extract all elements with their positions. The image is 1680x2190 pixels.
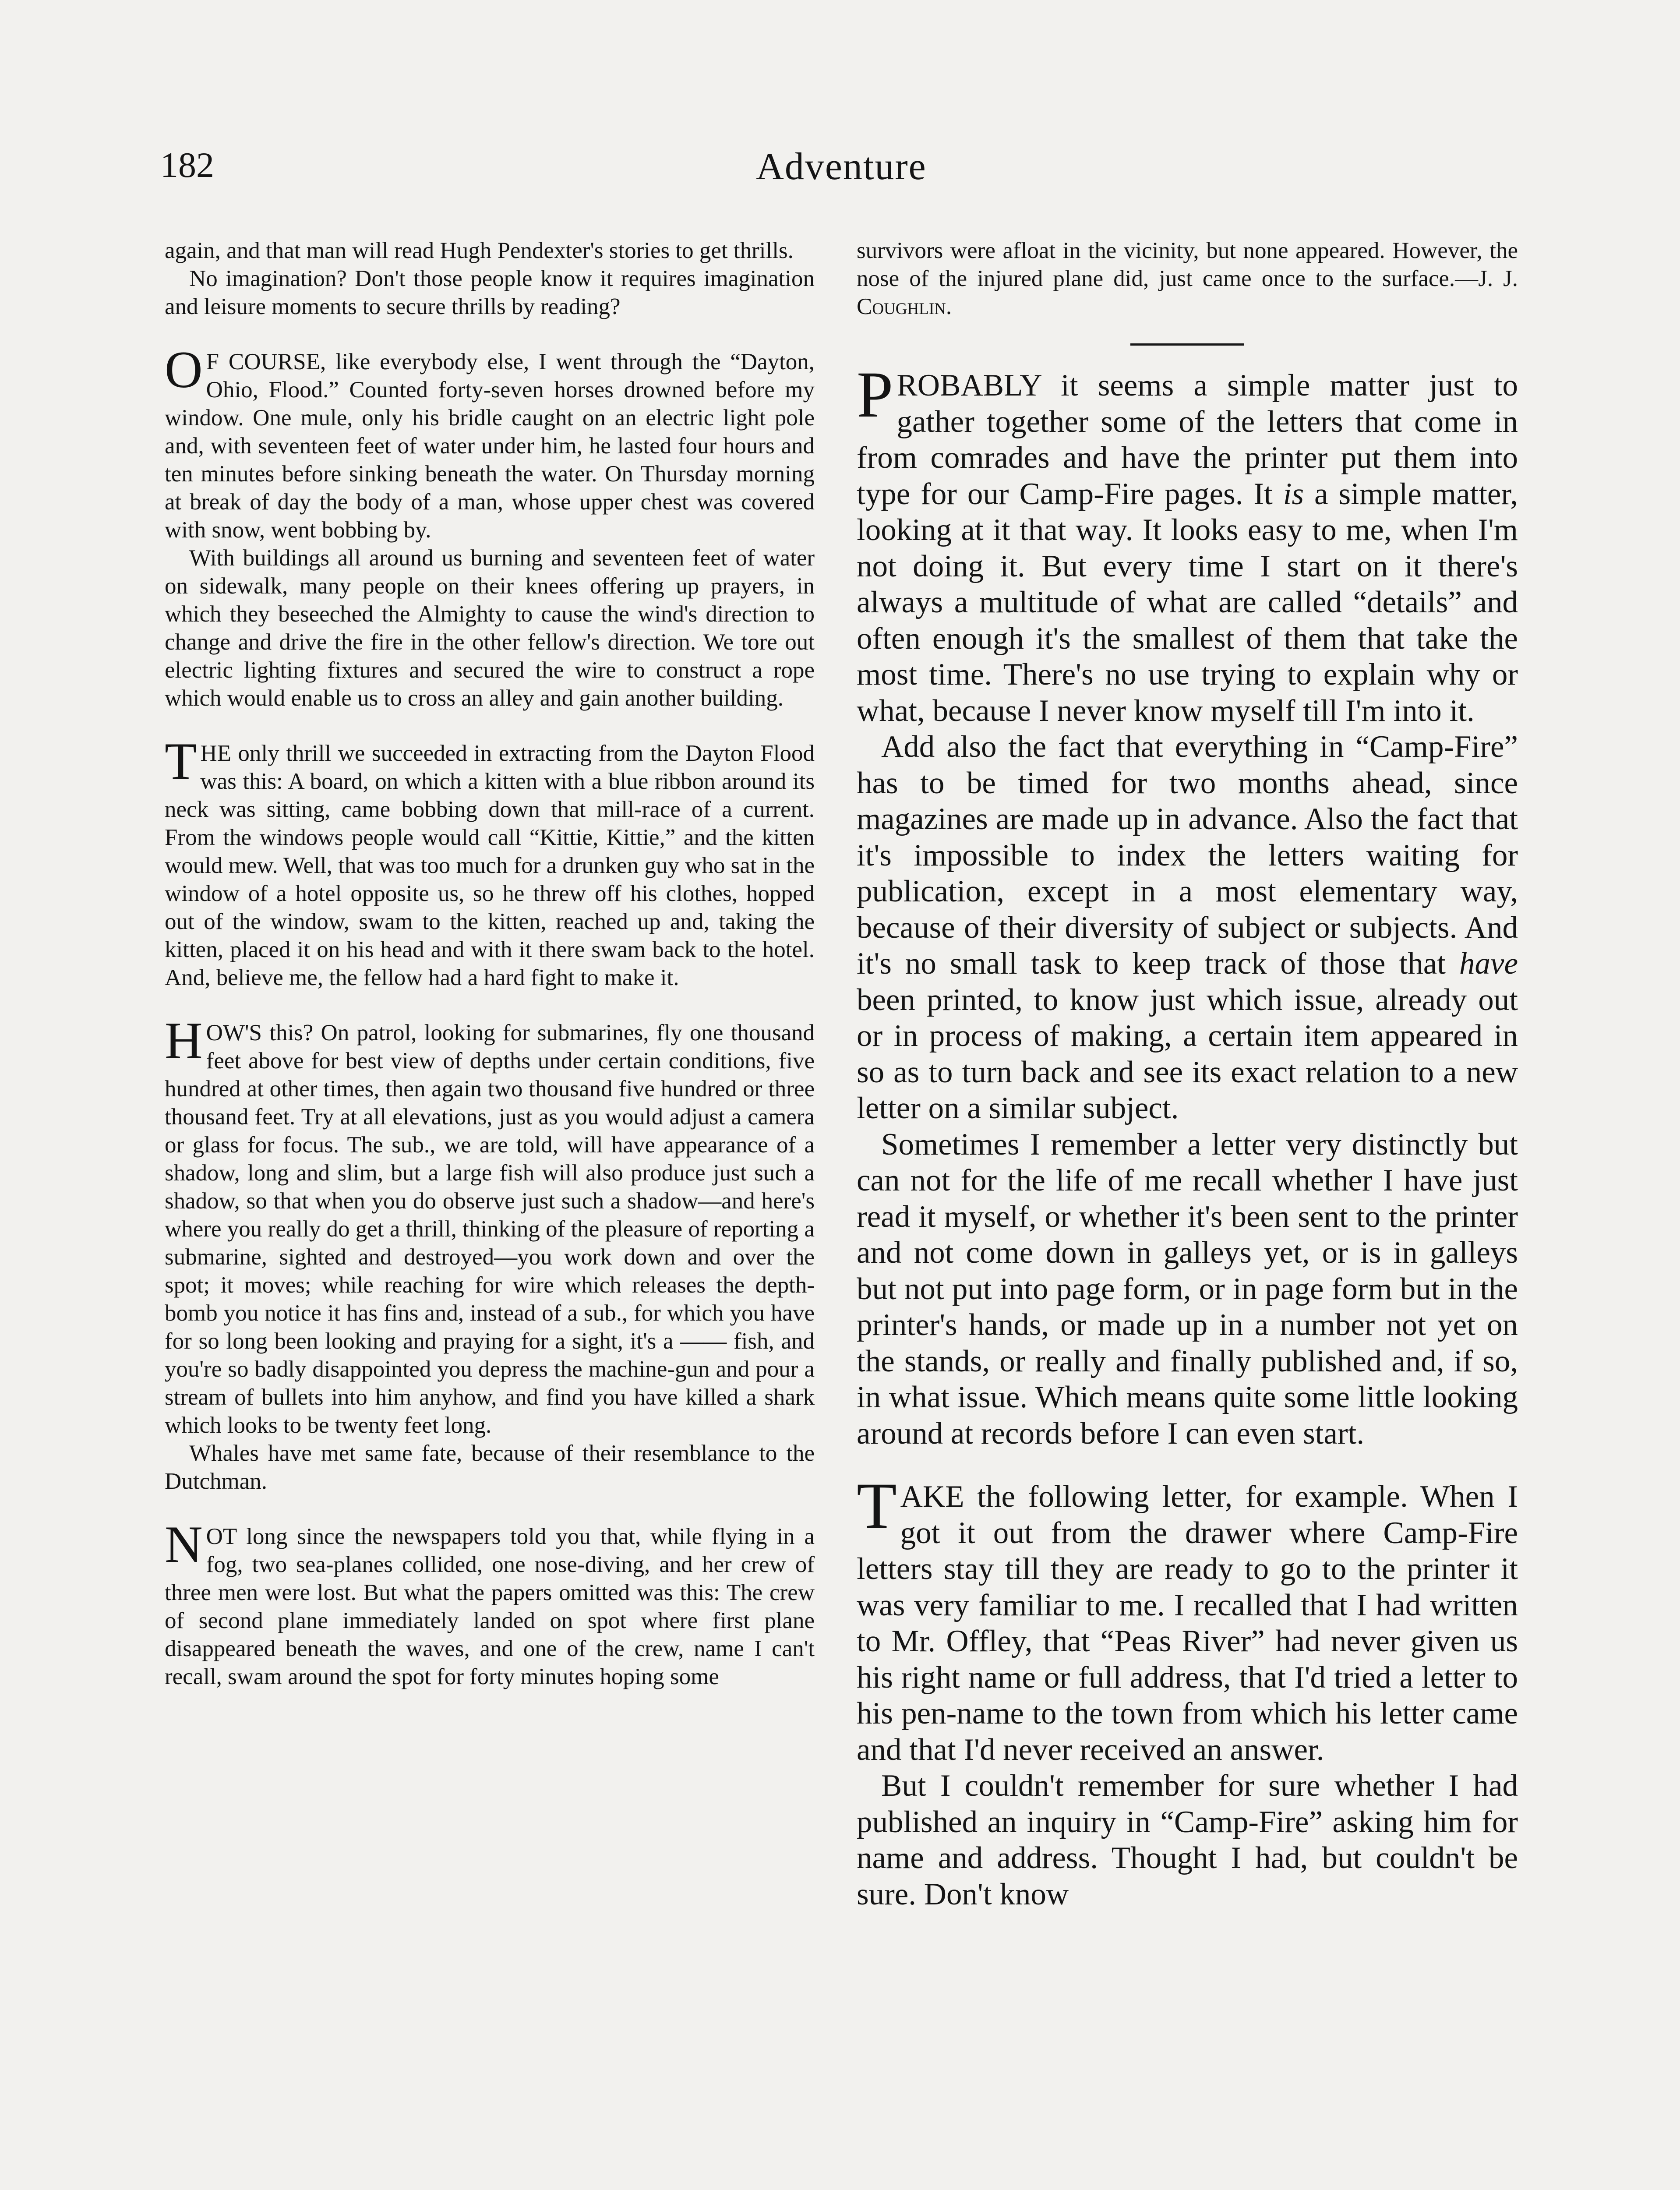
paragraph-text: HE only thrill we succeeded in extracting from the Dayton Flood was this: A board, on which a kitten with a blue ribbon around its neck was sitting, came bobbing down that mill-race of a current. From the windows people would call “Kittie, Kittie,” and the kitten would mew. Well, that was too much for a drunken guy who sat in the window of a hotel opposite us, so he threw off his clothes, hopped out of the window, swam to the kitten, reached up and, taking the kitten, placed it on his head and with it there swam back to the hotel. And, believe me, the fellow had a hard fight to make it. — [165, 741, 815, 990]
paragraph: No imagination? Don't those people know it requires imagination and leisure moments to secure thrills by reading? — [165, 266, 815, 319]
paragraph-text: Add also the fact that everything in “Camp-Fire” has to be timed for two months ahead, since magazines are made up in advance. Also the fact that it's impossible to index the letters waiting for publication, except in a most elementary way, because of their diversity of subject or subjects. And it's no small task to keep track of those that — [857, 730, 1518, 981]
paragraph — [165, 1515, 815, 1691]
paragraph — [857, 237, 1518, 321]
paragraph: again, and that man will read Hugh Pendexter's stories to get thrills. — [165, 238, 794, 263]
editorial-section — [857, 358, 1518, 1912]
paragraph-text: OW'S this? On patrol, looking for submarines, fly one thousand feet above for best view of depths under certain conditions, five hundred at other times, then again two thousand five hundred or three thousand feet. Try at all elevations, just as you would adjust a camera or glass for focus. The sub., we are told, will have appearance of a shadow, long and slim, but a large fish will also produce just such a shadow, so that when you do observe just such a shadow—and here's where you really do get a thrill, thinking of the pleasure of reporting a submarine, sighted and destroyed—you work down and over the spot; it moves; while reaching for wire which releases the depth-bomb you notice it has fins and, instead of a sub., for which you have for so long been looking and praying for a sight, it's a —— fish, and you're so badly disappointed you depress the machine-gun and pour a stream of bullets into him anyhow, and find you have killed a shark which looks to be twenty feet long. — [165, 1020, 815, 1438]
letter-kitten — [165, 732, 815, 992]
paragraph: But I couldn't remember for sure whether I had published an inquiry in “Camp-Fire” asking him for name and address. Thought I had, but couldn't be sure. Don't know — [857, 1769, 1518, 1911]
paragraph-text: ROBABLY it seems a simple matter just to gather together some of the letters that come in from comrades and have the printer put them into type for our Camp-Fire pages. It — [857, 368, 1518, 511]
paragraph — [857, 729, 1518, 1127]
drop-cap: T — [857, 1469, 897, 1542]
left-column — [165, 237, 815, 1691]
paragraph — [857, 358, 1518, 729]
running-title: Adventure — [756, 145, 927, 188]
italic-word: is — [1283, 477, 1304, 511]
paragraph: With buildings all around us burning and seventeen feet of water on sidewalk, many people on their knees offering up prayers, in which they beseeched the Almighty to cause the wind's direction to change and drive the fire in the other fellow's direction. We tore out electric lighting fixtures and secured the wire to construct a rope which would enable us to cross an alley and gain another building. — [165, 545, 815, 711]
paragraph-text: a simple matter, looking at it that way. It looks easy to me, when I'm not doing it. But every time I start on it there's always a multitude of what are called “details” and often enough it's the smallest of them that take the most time. There's no use trying to explain why or what, because I never know myself till I'm into it. — [857, 477, 1518, 728]
paragraph — [857, 1469, 1518, 1768]
paragraph: Whales have met same fate, because of their resemblance to the Dutchman. — [165, 1441, 815, 1494]
editorial-peas-river — [857, 1469, 1518, 1912]
drop-cap: T — [165, 732, 197, 790]
letter-sea-planes — [165, 1515, 815, 1691]
page-number: 182 — [160, 145, 214, 185]
drop-cap: P — [857, 358, 893, 431]
drop-cap: O — [165, 340, 203, 399]
section-divider — [1130, 343, 1244, 346]
paragraph: Sometimes I remember a letter very distinctly but can not for the life of me recall whether I have just read it myself, or whether it's been sent to the printer and not come down in galleys yet, or is in galleys but not put into page form, or in page form but in the printer's hands, or made up in a number not yet on the stands, or really and finally published and, if so, in what issue. Which means quite some little looking around at records before I can even start. — [857, 1127, 1518, 1451]
letter-dayton-flood — [165, 340, 815, 712]
drop-cap: N — [165, 1515, 203, 1573]
paragraph-text: survivors were afloat in the vicinity, but none appeared. However, the nose of the injured plane did, just came once to the surface.— — [857, 238, 1518, 291]
paragraph — [165, 732, 815, 992]
paragraph — [165, 1011, 815, 1439]
drop-cap: H — [165, 1011, 203, 1070]
italic-word: have — [1459, 947, 1518, 981]
letter-submarine-patrol — [165, 1011, 815, 1495]
paragraph-text: F COURSE, like everybody else, I went through the “Dayton, Ohio, Flood.” Counted forty-seven horses drowned before my window. One mule, only his bridle caught on an electric light pole and, with seventeen feet of water under him, he lasted four hours and ten minutes before sinking beneath the water. On Thursday morning at break of day the body of a man, whose upper chest was covered with snow, went bobbing by. — [165, 349, 815, 543]
right-column — [857, 237, 1518, 1912]
paragraph — [165, 340, 815, 544]
paragraph-text: OT long since the newspapers told you that, while flying in a fog, two sea-planes collided, one nose-diving, and her crew of three men were lost. But what the papers omitted was this: The crew of second plane immediately landed on spot where first plane disappeared beneath the waves, and one of the crew, name I can't recall, swam around the spot for forty minutes hoping some — [165, 1524, 815, 1689]
paragraph-text: AKE the following letter, for example. When I got it out from the drawer where Camp-Fire letters stay till they are ready to go to the printer it was very familiar to me. I recalled that I had written to Mr. Offley, that “Peas River” had never given us his right name or full address, that I'd tried a letter to his pen-name to the town from which his letter came and that I'd never received an answer. — [857, 1480, 1518, 1767]
page-header — [160, 145, 1522, 206]
signature: J. J. Coughlin. — [857, 266, 1518, 319]
paragraph-text: been printed, to know just which issue, already out or in process of making, a certain item appeared in so as to turn back and see its exact relation to a new letter on a similar subject. — [857, 982, 1518, 1125]
